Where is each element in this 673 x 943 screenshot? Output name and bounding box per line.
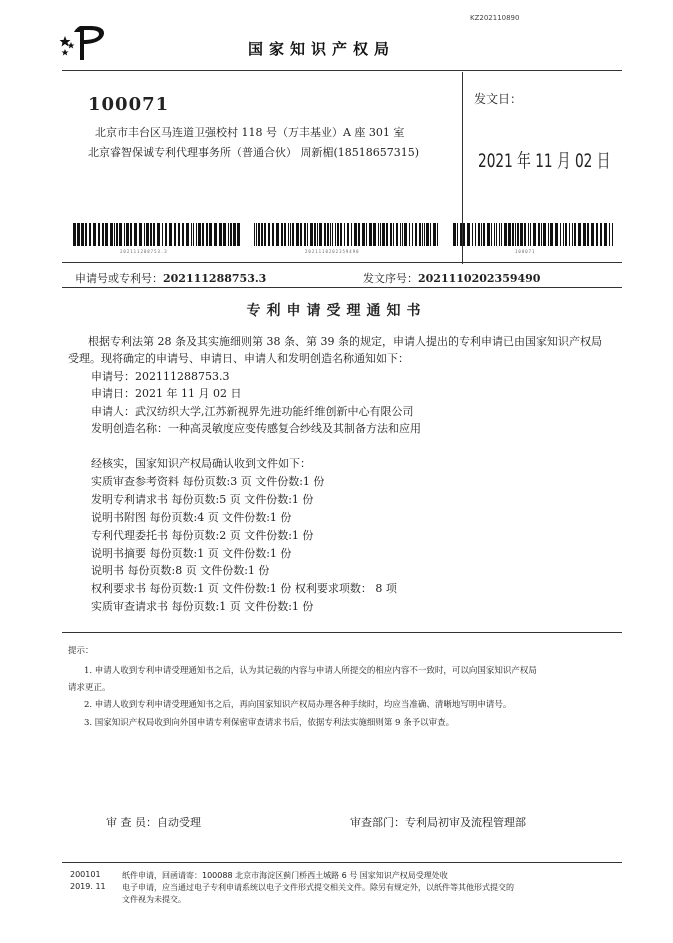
barcode-stripe — [550, 223, 553, 246]
field-applicant: 申请人：武汉纺织大学,江苏新视界先进功能纤维创新中心有限公司 — [91, 405, 414, 418]
barcode-stripe — [288, 223, 289, 246]
tips-label: 提示： — [68, 646, 94, 656]
barcode-stripe — [437, 223, 438, 246]
barcode-stripe — [430, 223, 431, 246]
barcode-stripe — [512, 223, 514, 246]
barcode-stripe — [404, 223, 407, 246]
barcode-stripe — [300, 223, 302, 246]
barcode-stripe — [337, 223, 339, 246]
barcode-stripe — [223, 223, 226, 246]
barcode-stripe — [126, 223, 129, 246]
footer-line1: 纸件申请，回函请寄：100088 北京市海淀区蓟门桥西土城路 6 号 国家知识产权局受理处收 — [122, 871, 448, 880]
document-item: 实质审查请求书 每份页数:1 页 文件份数:1 份 — [91, 600, 314, 613]
barcode-stripe — [124, 223, 125, 246]
barcode-stripe — [296, 223, 299, 246]
barcode-stripe — [351, 223, 352, 246]
barcode-stripe — [578, 223, 581, 246]
barcode-stripe — [496, 223, 497, 246]
barcode-stripe — [332, 223, 333, 246]
notice-paragraph-line2: 受理。现将确定的申请号、申请日、申请人和发明创造名称通知如下： — [68, 352, 409, 365]
barcode-stripe — [563, 223, 564, 246]
barcode-stripe — [198, 223, 201, 246]
barcode-stripe — [182, 223, 184, 246]
tip-3: 3. 国家知识产权局收到向外国申请专利保密审查请求书后，依据专利法实施细则第 9 条予以审查。 — [84, 718, 455, 728]
field-application-number: 申请号：202111288753.3 — [91, 370, 230, 383]
barcode-stripe — [237, 223, 240, 246]
barcode-stripe — [538, 223, 540, 246]
barcode-stripe — [378, 223, 379, 246]
tip-1-line2: 请求更正。 — [68, 683, 111, 693]
document-id: KZ202110890 — [470, 14, 520, 22]
barcode-stripe — [272, 223, 274, 246]
barcode-stripe — [528, 223, 529, 246]
field-invention-title: 发明创造名称：一种高灵敏度应变传感复合纱线及其制备方法和应用 — [91, 422, 421, 435]
barcode-stripe — [366, 223, 367, 246]
barcode-stripe — [114, 223, 115, 246]
barcode-stripe — [165, 223, 167, 246]
footer-divider — [62, 862, 622, 863]
barcode-stripe — [98, 223, 100, 246]
barcode-stripe — [304, 223, 306, 246]
application-number-row — [75, 270, 266, 286]
barcode-stripe — [533, 223, 536, 246]
barcode-stripe — [230, 223, 232, 246]
barcode-stripe — [483, 223, 485, 246]
barcode-stripe — [433, 223, 436, 246]
barcode-stripe — [419, 223, 421, 246]
barcode-stripe — [426, 223, 429, 246]
barcode-stripe — [424, 223, 425, 246]
barcode-stripe — [258, 223, 260, 246]
document-item: 专利代理委托书 每份页数:2 页 文件份数:1 份 — [91, 529, 314, 542]
barcode-stripe — [501, 223, 502, 246]
tip-1-line1: 1. 申请人收到专利申请受理通知书之后，认为其记载的内容与申请人所提交的相应内容不一致时，可以向国家知识产权局 — [84, 666, 537, 676]
document-item: 实质审查参考资料 每份页数:3 页 文件份数:1 份 — [91, 475, 325, 488]
barcode-stripe — [290, 223, 291, 246]
barcode-stripe — [520, 223, 523, 246]
barcode-stripe — [162, 223, 163, 246]
document-item: 发明专利请求书 每份页数:5 页 文件份数:1 份 — [91, 493, 314, 506]
barcode-stripe — [256, 223, 257, 246]
barcode-stripe — [400, 223, 401, 246]
barcode-stripe — [344, 223, 345, 246]
document-item: 说明书附图 每份页数:4 页 文件份数:1 份 — [91, 511, 292, 524]
footer-line3: 文件视为未提交。 — [122, 895, 186, 904]
form-number: 200101 — [70, 870, 101, 879]
barcode-stripe — [233, 223, 236, 246]
notice-paragraph-line1: 根据专利法第 28 条及其实施细则第 38 条、第 39 条的规定，申请人提出的专利申请已由国家知识产权局 — [88, 335, 602, 348]
barcode-stripe — [209, 223, 212, 246]
document-item: 权利要求书 每份页数:1 页 文件份数:1 份 权利要求项数： 8 项 — [91, 582, 397, 595]
recipient-agency: 北京睿智保诚专利代理事务所（普通合伙） 周新楣(18518657315) — [88, 146, 420, 159]
barcode-stripe — [604, 223, 607, 246]
serial-number-row — [363, 270, 540, 286]
barcode-stripe — [548, 223, 549, 246]
barcode-stripe — [412, 223, 413, 246]
barcode-stripe — [422, 223, 423, 246]
barcode-stripe — [292, 223, 294, 246]
barcode-stripe — [390, 223, 392, 246]
barcode-divider — [62, 262, 622, 263]
barcode-stripe — [340, 223, 342, 246]
barcode-stripe — [508, 223, 511, 246]
barcode-stripe — [460, 223, 462, 246]
send-date-label: 发文日： — [474, 92, 523, 106]
notice-title: 专利申请受理通知书 — [246, 303, 427, 319]
barcode-stripe — [600, 223, 602, 246]
field-application-date: 申请日：2021 年 11 月 02 日 — [91, 387, 242, 400]
barcode-stripe — [284, 223, 286, 246]
barcode-stripe — [324, 223, 326, 246]
barcode-stripe — [228, 223, 229, 246]
barcode-stripe — [475, 223, 476, 246]
barcode-stripe — [543, 223, 546, 246]
barcode-stripe — [219, 223, 222, 246]
barcode-stripe — [319, 223, 322, 246]
barcode-stripe — [393, 223, 394, 246]
barcode-stripe — [491, 223, 492, 246]
cnipa-logo-icon — [58, 22, 110, 62]
barcode-stripe — [134, 223, 137, 246]
barcode-stripe — [174, 223, 176, 246]
barcode-stripe — [499, 223, 500, 246]
barcode-stripe — [130, 223, 132, 246]
barcode-stripe — [515, 223, 516, 246]
form-date: 2019. 11 — [70, 882, 106, 891]
barcode-stripe — [565, 223, 567, 246]
postal-code: 100071 — [88, 94, 170, 115]
barcode-stripe — [196, 223, 197, 246]
application-number: 202111288753.3 — [163, 272, 267, 285]
barcode-stripe — [330, 223, 331, 246]
barcode-stripe — [472, 223, 473, 246]
barcode-stripe — [268, 223, 270, 246]
barcode-stripe — [327, 223, 329, 246]
barcode-stripe — [202, 223, 204, 246]
barcode-stripe — [146, 223, 149, 246]
barcode-stripe — [354, 223, 357, 246]
barcode-stripe — [89, 223, 91, 246]
barcode-stripe — [206, 223, 208, 246]
serial-number: 2021110202359490 — [418, 272, 541, 285]
barcode-stripe — [396, 223, 398, 246]
examination-department: 审查部门：专利局初审及流程管理部 — [350, 816, 526, 829]
office-name: 国家知识产权局 — [248, 40, 396, 58]
barcode-stripe — [415, 223, 417, 246]
barcode-stripe — [144, 223, 145, 246]
barcode-stripe — [139, 223, 142, 246]
barcode-stripe — [382, 223, 385, 246]
barcode-application-number — [73, 223, 243, 246]
tips-divider — [62, 632, 622, 633]
barcode-stripe — [541, 223, 542, 246]
barcode-stripe — [380, 223, 381, 246]
barcode-caption-3: 100071 — [515, 249, 536, 254]
barcode-stripe — [85, 223, 87, 246]
barcode-stripe — [150, 223, 152, 246]
barcode-stripe — [169, 223, 172, 246]
barcode-stripe — [402, 223, 403, 246]
recipient-address: 北京市丰台区马连道卫强校村 118 号（万丰基业）A 座 301 室 — [95, 126, 405, 139]
barcode-stripe — [276, 223, 279, 246]
barcode-stripe — [481, 223, 482, 246]
barcode-stripe — [574, 223, 576, 246]
barcode-stripe — [453, 223, 456, 246]
barcode-stripe — [409, 223, 410, 246]
barcode-stripe — [494, 223, 495, 246]
barcode-stripe — [369, 223, 372, 246]
document-item: 说明书摘要 每份页数:1 页 文件份数:1 份 — [91, 547, 292, 560]
barcode-stripe — [463, 223, 465, 246]
documents-intro: 经核实，国家知识产权局确认收到文件如下： — [91, 457, 311, 470]
barcode-stripe — [555, 223, 558, 246]
barcode-stripe — [264, 223, 266, 246]
barcode-stripe — [583, 223, 586, 246]
send-date-value: 2021 年 11 月 02 日 — [478, 150, 611, 172]
barcode-serial-number — [254, 223, 440, 246]
barcode-stripe — [457, 223, 458, 246]
barcode-stripe — [487, 223, 490, 246]
barcode-stripe — [191, 223, 192, 246]
barcode-stripe — [314, 223, 316, 246]
examiner: 审 查 员：自动受理 — [106, 816, 201, 829]
footer-line2: 电子申请，应当通过电子专利申请系统以电子文件形式提交相关文件。除另有规定外，以纸件等其他形式提交的 — [122, 883, 514, 892]
header-divider — [62, 70, 622, 71]
barcode-stripe — [524, 223, 526, 246]
barcode-stripe — [186, 223, 189, 246]
barcode-stripe — [517, 223, 519, 246]
barcode-stripe — [119, 223, 122, 246]
barcode-stripe — [560, 223, 561, 246]
barcode-stripe — [77, 223, 80, 246]
barcode-stripe — [307, 223, 308, 246]
barcode-stripe — [157, 223, 160, 246]
barcode-stripe — [116, 223, 118, 246]
barcode-stripe — [310, 223, 313, 246]
barcode-stripe — [373, 223, 376, 246]
barcode-stripe — [358, 223, 360, 246]
barcode-stripe — [347, 223, 349, 246]
barcode-stripe — [153, 223, 155, 246]
barcode-stripe — [254, 223, 255, 246]
barcode-stripe — [362, 223, 365, 246]
barcode-stripe — [504, 223, 507, 246]
barcode-stripe — [612, 223, 613, 246]
barcode-postal-code — [453, 223, 613, 246]
barcode-stripe — [73, 223, 76, 246]
title-divider — [62, 287, 622, 288]
barcode-stripe — [587, 223, 589, 246]
barcode-stripe — [261, 223, 263, 246]
barcode-stripe — [317, 223, 318, 246]
barcode-stripe — [569, 223, 570, 246]
barcode-stripe — [102, 223, 104, 246]
application-number-label: 申请号或专利号： — [75, 272, 163, 285]
barcode-stripe — [193, 223, 194, 246]
barcode-stripe — [467, 223, 470, 246]
barcode-stripe — [214, 223, 217, 246]
barcode-stripe — [591, 223, 594, 246]
barcode-stripe — [281, 223, 283, 246]
barcode-stripe — [596, 223, 598, 246]
barcode-stripe — [81, 223, 84, 246]
document-item: 说明书 每份页数:8 页 文件份数:1 份 — [91, 564, 270, 577]
barcode-stripe — [335, 223, 336, 246]
barcode-stripe — [178, 223, 180, 246]
barcode-stripe — [572, 223, 573, 246]
barcode-stripe — [609, 223, 610, 246]
barcode-stripe — [386, 223, 388, 246]
barcode-stripe — [105, 223, 108, 246]
serial-number-label: 发文序号： — [363, 272, 418, 285]
barcode-stripe — [110, 223, 113, 246]
barcode-caption-1: 202111288753.3 — [120, 249, 168, 254]
barcode-stripe — [530, 223, 531, 246]
barcode-caption-2: 2021110202359490 — [305, 249, 360, 254]
tip-2: 2. 申请人收到专利申请受理通知书之后，再向国家知识产权局办理各种手续时，均应当准确、清晰地写明申请号。 — [84, 700, 512, 710]
barcode-stripe — [93, 223, 96, 246]
barcode-stripe — [478, 223, 480, 246]
